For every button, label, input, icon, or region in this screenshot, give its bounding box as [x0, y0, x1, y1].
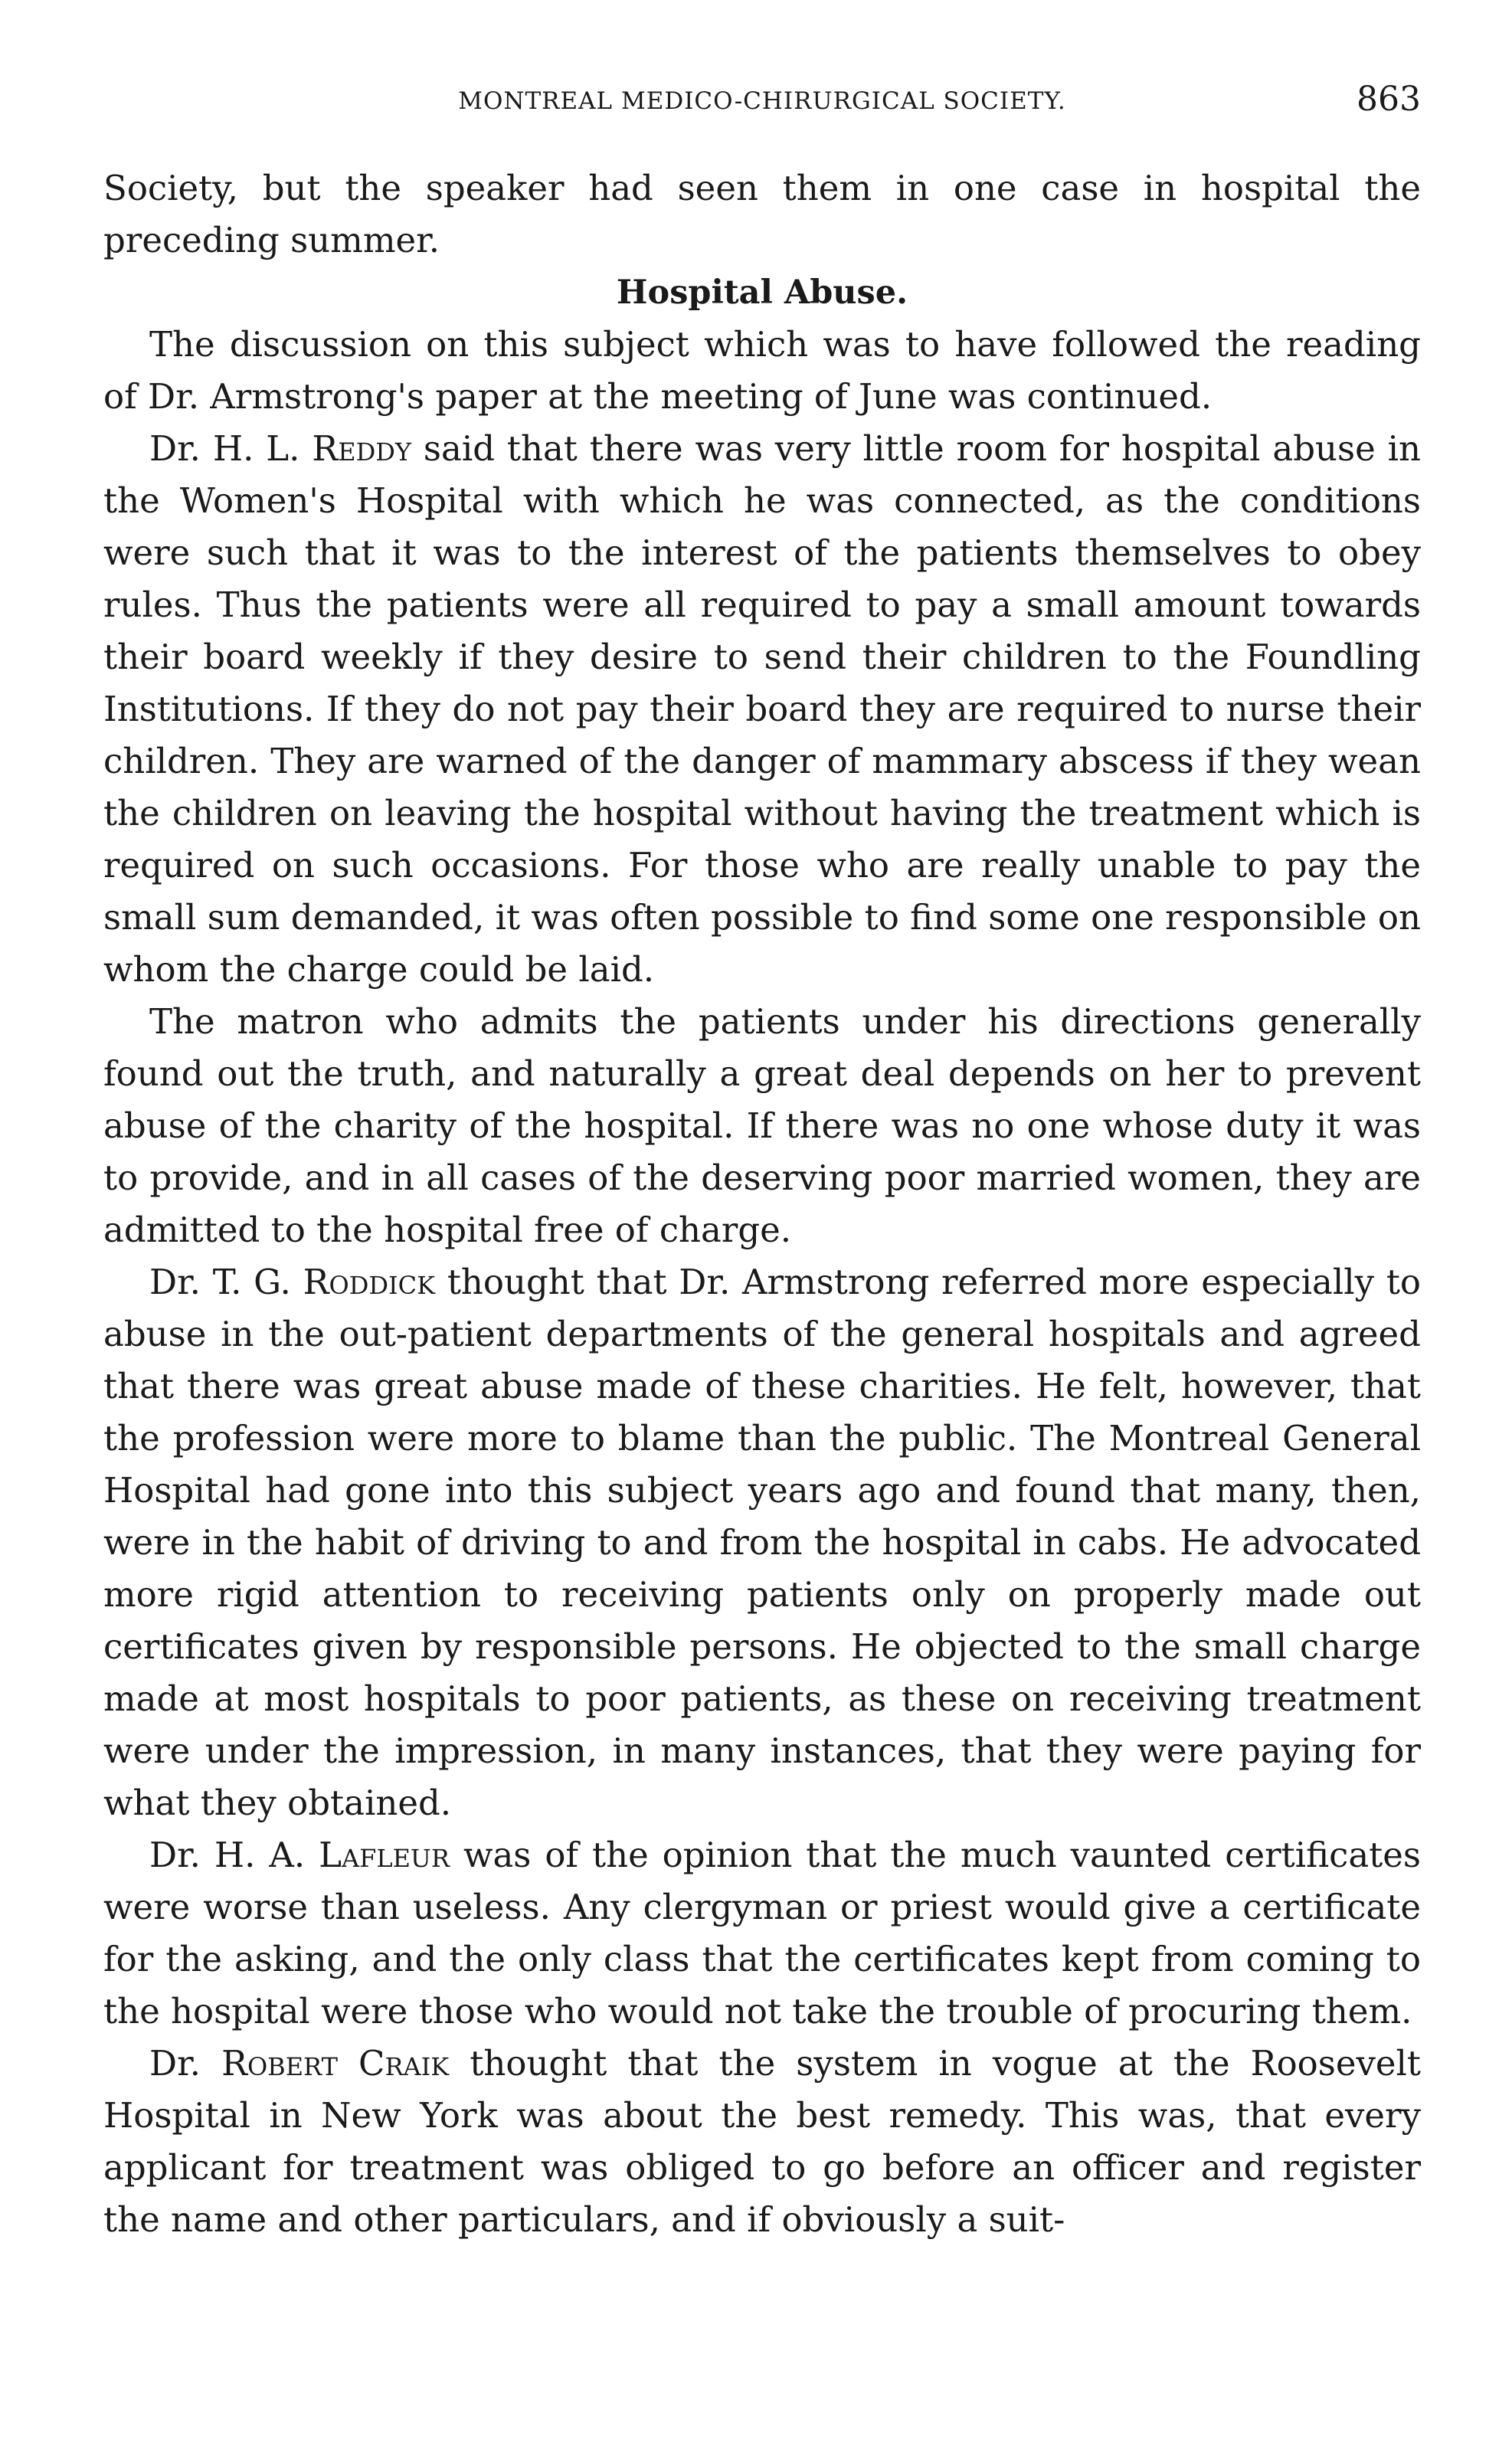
matron-text: The matron who admits the patients under his directions generally found out the truth, and naturally a great deal depends on her to prevent abuse of the charity of the hospital. If there was no one whose duty it was to provide, and in all cases of the deserving poor married women, they are admitted to the hospital free of charge.	[103, 1001, 1421, 1250]
running-title: MONTREAL MEDICO-CHIRURGICAL SOCIETY.	[458, 87, 1066, 115]
paragraph-text: said that there was very little room for hospital abuse in the Women's Hospital with which he was connected, as the conditions were such that it was to the interest of the patients themselves to obey rules. Thus the patients were all required to pay a small amount towards their board weekly if they desire to send their children to the Foundling Institutions. If they do not pay their board they are required to nurse their children. They are warned of the danger of mammary abscess if they wean the children on leaving the hospital without having the treatment which is required on such occasions. For those who are really unable to pay the small sum demanded, it was often possible to find some one responsible on whom the charge could be laid.	[103, 428, 1422, 990]
roddick-paragraph	[103, 1256, 1421, 1829]
speaker-name: Roddick	[303, 1262, 436, 1302]
reddy-paragraph	[103, 423, 1421, 996]
speaker-prefix: Dr. H. A.	[149, 1835, 306, 1875]
speaker-name: Lafleur	[319, 1835, 450, 1875]
speaker-prefix: Dr. H. L.	[149, 428, 300, 469]
paragraph-text: thought that the system in vogue at the Roosevelt Hospital in New York was about the best remedy. This was, that every applicant for treatment was obliged to go before an officer and register the name and other particulars, and if obviously a suit-	[103, 2043, 1422, 2240]
lafleur-paragraph	[103, 1829, 1421, 2038]
section-heading: Hospital Abuse.	[616, 273, 908, 312]
matron-paragraph	[103, 996, 1421, 1256]
page-number: 863	[1357, 80, 1421, 119]
intro-paragraph	[103, 319, 1421, 423]
speaker-name: Robert Craik	[221, 2043, 450, 2084]
continuation-text: Society, but the speaker had seen them in one case in hospital the preceding summer.	[103, 168, 1421, 260]
speaker-prefix: Dr.	[149, 2043, 201, 2084]
craik-paragraph	[103, 2038, 1421, 2246]
document-page	[103, 77, 1421, 2246]
speaker-prefix: Dr. T. G.	[149, 1262, 291, 1302]
paragraph-text: thought that Dr. Armstrong referred more especially to abuse in the out-patient departments of the general hospitals and agreed that there was great abuse made of these charities. He felt, however, that the profession were more to blame than the public. The Montreal General Hospital had gone into this subject years ago and found that many, then, were in the habit of driving to and from the hospital in cabs. He advocated more rigid attention to receiving patients only on properly made out certificates given by responsible persons. He objected to the small charge made at most hospitals to poor patients, as these on receiving treatment were under the impression, in many instances, that they were paying for what they obtained.	[103, 1262, 1422, 1823]
running-head	[103, 77, 1421, 138]
paragraph-text: was of the opinion that the much vaunted certificates were worse than useless. Any clergyman or priest would give a certificate for the asking, and the only class that the certificates kept from coming to the hospital were those who would not take the trouble of procuring them.	[103, 1835, 1421, 2031]
intro-text: The discussion on this subject which was to have followed the reading of Dr. Armstrong's paper at the meeting of June was continued.	[103, 324, 1421, 417]
continuation-paragraph	[103, 162, 1421, 267]
speaker-name: Reddy	[312, 428, 412, 469]
